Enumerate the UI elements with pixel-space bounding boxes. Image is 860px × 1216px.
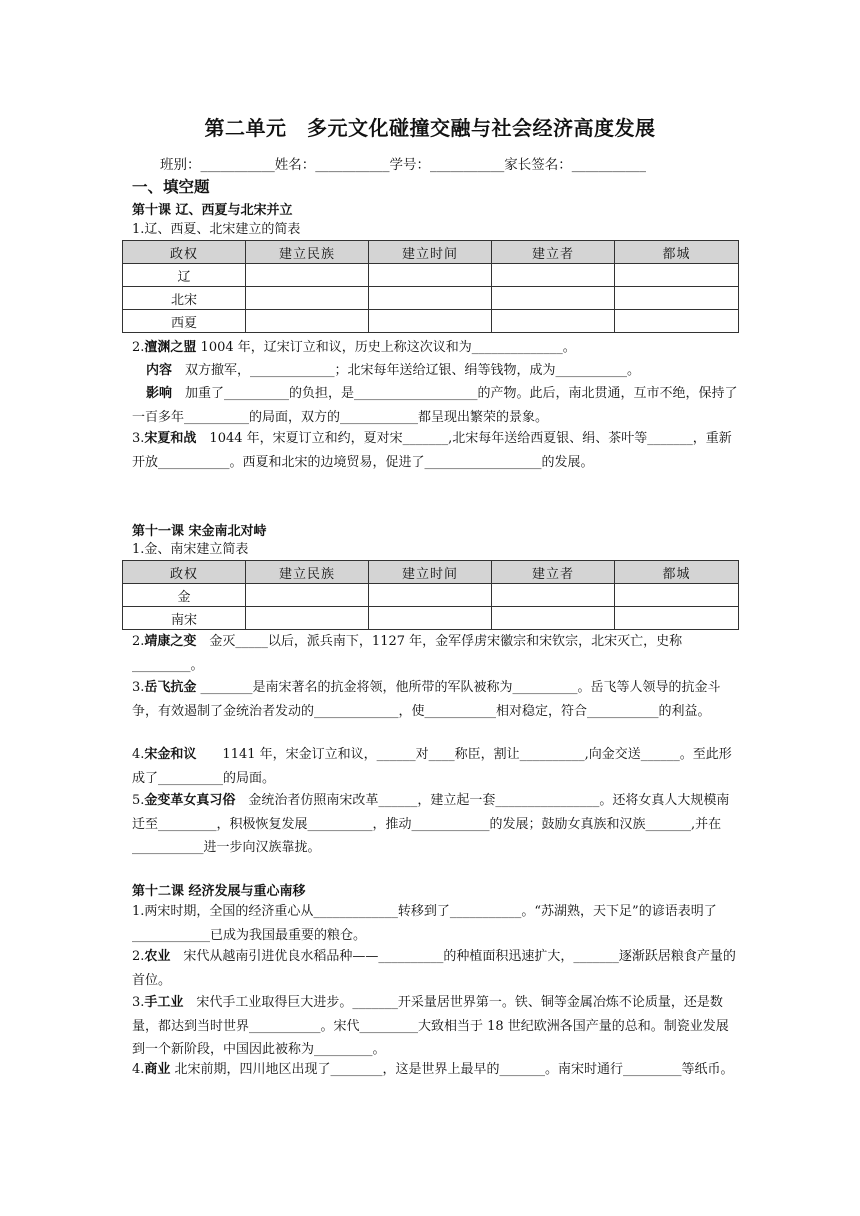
- blank-cell[interactable]: [369, 310, 492, 333]
- blank-cell[interactable]: [246, 264, 369, 287]
- blank-cell[interactable]: [615, 264, 739, 287]
- lesson-12-heading: 第十二课 经济发展与重心南移: [132, 884, 306, 899]
- table-header-cell: 政权: [123, 561, 246, 584]
- table-header-cell: 都城: [615, 561, 739, 584]
- lesson-11-q5: 5.金变革女真习俗 金统治者仿照南宋改革______，建立起一套________________。还将女真人大规模南迁至_________，积极恢复发展__________，推动____________的发展；鼓励女真族和汉族_______,并在___________进一步向汉族靠拢。: [132, 793, 730, 855]
- table-header-cell: 建立者: [492, 561, 615, 584]
- regime-cell: 辽: [123, 264, 246, 287]
- blank-cell[interactable]: [369, 607, 492, 630]
- blank-cell[interactable]: [246, 287, 369, 310]
- lesson-11-table: [122, 560, 739, 630]
- blank-cell[interactable]: [369, 287, 492, 310]
- table-row: [123, 310, 739, 333]
- q3-label: 岳飞抗金: [144, 680, 197, 695]
- table-row: [123, 584, 739, 607]
- q2-label: 农业: [144, 949, 171, 964]
- lesson-10-q2: 2.澶渊之盟 1004 年，辽宋订立和议，历史上称这次议和为______________。: [132, 340, 576, 355]
- blank-cell[interactable]: [492, 264, 615, 287]
- lesson-10-q1: 1.辽、西夏、北宋建立的简表: [132, 222, 301, 237]
- q2-text: 1004 年，辽宋订立和议，历史上称这次议和为______________。: [196, 340, 576, 355]
- table-row: [123, 287, 739, 310]
- blank-cell[interactable]: [492, 607, 615, 630]
- blank-cell[interactable]: [615, 584, 739, 607]
- q4-text: 北宋前期，四川地区出现了________，这是世界上最早的_______。南宋时通行_________等纸币。: [170, 1062, 734, 1077]
- q4-label: 商业: [144, 1062, 171, 1077]
- table-header-cell: 都城: [615, 241, 739, 264]
- q2-text: 金灭_____以后，派兵南下，1127 年，金军俘虏宋徽宗和宋钦宗，北宋灭亡，史称 _________。: [132, 634, 683, 673]
- q5-text: 金统治者仿照南宋改革______，建立起一套________________。还将女真人大规模南迁至_________，积极恢复发展__________，推动____________的发展；鼓励女真族和汉族_______,并在___________进一步向汉族靠拢。: [132, 793, 730, 855]
- table-row: [123, 264, 739, 287]
- lesson-11-heading: 第十一课 宋金南北对峙: [132, 524, 267, 539]
- table-row: [123, 607, 739, 630]
- lesson-12-q3: 3.手工业 宋代手工业取得巨大进步。_______开采量居世界第一。铁、铜等金属冶炼不论质量，还是数量，都达到当时世界___________。宋代_________大致相当于 18 世纪欧洲各国产量的总和。制瓷业发展到一个新阶段，中国因此被称为_________。: [132, 995, 729, 1057]
- table-header-cell: 建立民族: [246, 561, 369, 584]
- regime-cell: 金: [123, 584, 246, 607]
- blank-cell[interactable]: [369, 264, 492, 287]
- table-header-cell: 建立民族: [246, 241, 369, 264]
- blank-cell[interactable]: [492, 584, 615, 607]
- q3-label: 宋夏和战: [144, 431, 197, 446]
- effect-label: 影响: [146, 386, 173, 401]
- q3-text: 宋代手工业取得巨大进步。_______开采量居世界第一。铁、铜等金属冶炼不论质量，还是数量，都达到当时世界___________。宋代_________大致相当于 18 世纪欧洲各国产量的总和。制瓷业发展到一个新阶段，中国因此被称为_________。: [132, 995, 729, 1057]
- blank-cell[interactable]: [246, 584, 369, 607]
- q4-text: 1141 年，宋金订立和议，______对____称臣，割让__________,向金交送______。至此形成了__________的局面。: [132, 747, 732, 786]
- q3-text: 1044 年，宋夏订立和约，夏对宋_______,北宋每年送给西夏银、绢、茶叶等_______，重新开放___________。西夏和北宋的边境贸易，促进了__________________的发展。: [132, 431, 732, 470]
- lesson-11-q1: 1.金、南宋建立简表: [132, 542, 249, 557]
- q2-text: 宋代从越南引进优良水稻品种——__________的种植面积迅速扩大，_______逐渐跃居粮食产量的首位。: [132, 949, 736, 988]
- section-heading: 一、填空题: [132, 178, 210, 196]
- q2-label: 靖康之变: [144, 634, 197, 649]
- q4-label: 宋金和议: [144, 747, 197, 762]
- blank-cell[interactable]: [492, 310, 615, 333]
- table-header-cell: 建立者: [492, 241, 615, 264]
- table-header-cell: 建立时间: [369, 561, 492, 584]
- table-header-cell: 政权: [123, 241, 246, 264]
- blank-cell[interactable]: [615, 287, 739, 310]
- lesson-11-q4: 4.宋金和议 1141 年，宋金订立和议，______对____称臣，割让__________,向金交送______。至此形成了__________的局面。: [132, 747, 732, 786]
- table-header-row: [123, 561, 739, 584]
- effect-text: 加重了__________的负担，是___________________的产物。此后，南北贯通，互市不绝，保持了一百多年__________的局面，双方的____________都呈现出繁荣的景象。: [132, 386, 738, 425]
- lesson-10-q2-content: [146, 359, 756, 382]
- q2-label: 澶渊之盟: [144, 340, 197, 355]
- blank-cell[interactable]: [492, 287, 615, 310]
- lesson-12-q2: 2.农业 宋代从越南引进优良水稻品种——__________的种植面积迅速扩大，_______逐渐跃居粮食产量的首位。: [132, 949, 736, 988]
- lesson-10-heading: 第十课 辽、西夏与北宋并立: [132, 203, 293, 218]
- lesson-10-q2-effect: [132, 382, 738, 429]
- blank-cell[interactable]: [615, 607, 739, 630]
- lesson-10-table: [122, 240, 739, 333]
- content-text: 双方撤军，_____________；北宋每年送给辽银、绢等钱物，成为___________。: [172, 363, 641, 378]
- regime-cell: 南宋: [123, 607, 246, 630]
- lesson-12-q1: 1.两宋时期，全国的经济重心从_____________转移到了___________。“苏湖熟，天下足”的谚语表明了____________已成为我国最重要的粮仓。: [132, 904, 717, 943]
- blank-cell[interactable]: [246, 607, 369, 630]
- content-label: 内容: [146, 363, 173, 378]
- blank-cell[interactable]: [369, 584, 492, 607]
- student-info-line: 班别：___________姓名：___________学号：___________家长签名：___________: [160, 157, 646, 173]
- lesson-11-q3: 3.岳飞抗金 ________是南宋著名的抗金将领，他所带的军队被称为__________。岳飞等人领导的抗金斗争，有效遏制了金统治者发动的_____________，使___________相对稳定，符合___________的利益。: [132, 680, 721, 719]
- page-title: 第二单元 多元文化碰撞交融与社会经济高度发展: [204, 116, 656, 140]
- q3-label: 手工业: [144, 995, 184, 1010]
- regime-cell: 北宋: [123, 287, 246, 310]
- table-header-row: [123, 241, 739, 264]
- lesson-12-q4: 4.商业 北宋前期，四川地区出现了________，这是世界上最早的_______。南宋时通行_________等纸币。: [132, 1062, 734, 1077]
- table-header-cell: 建立时间: [369, 241, 492, 264]
- regime-cell: 西夏: [123, 310, 246, 333]
- lesson-10-q3: 3.宋夏和战 1044 年，宋夏订立和约，夏对宋_______,北宋每年送给西夏银、绢、茶叶等_______，重新开放___________。西夏和北宋的边境贸易，促进了__________________的发展。: [132, 431, 732, 470]
- blank-cell[interactable]: [615, 310, 739, 333]
- q3-text: ________是南宋著名的抗金将领，他所带的军队被称为__________。岳飞等人领导的抗金斗争，有效遏制了金统治者发动的_____________，使___________相对稳定，符合___________的利益。: [132, 680, 721, 719]
- q5-label: 金变革女真习俗: [144, 793, 236, 808]
- blank-cell[interactable]: [246, 310, 369, 333]
- lesson-11-q2: 2.靖康之变 金灭_____以后，派兵南下，1127 年，金军俘虏宋徽宗和宋钦宗，北宋灭亡，史称 _________。: [132, 634, 683, 673]
